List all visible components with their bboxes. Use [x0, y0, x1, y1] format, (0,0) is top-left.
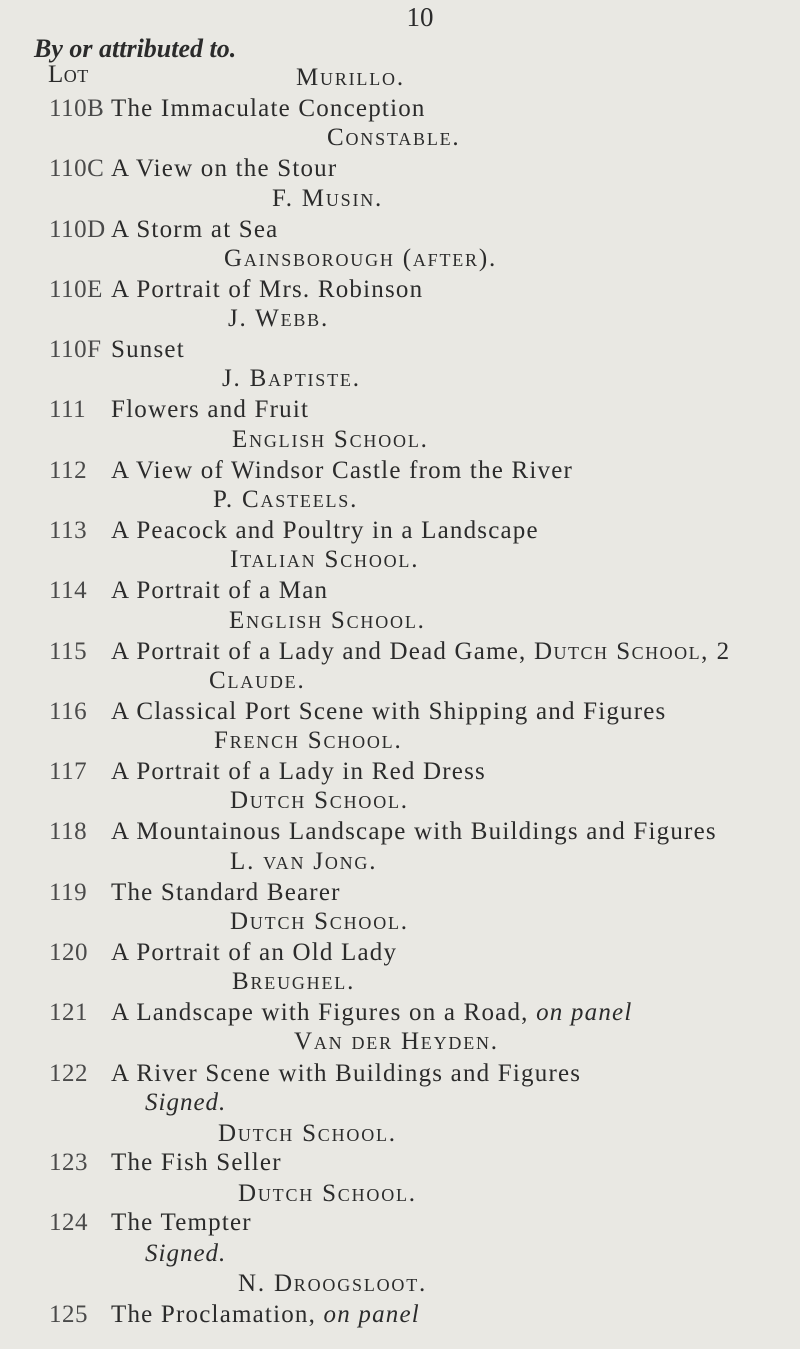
- painting-title-text: A Portrait of Mrs. Robinson: [111, 276, 424, 303]
- painting-title-text: A View of Windsor Castle from the River: [111, 457, 574, 484]
- painting-title: [111, 455, 573, 487]
- lot-number: 124: [49, 1209, 88, 1236]
- catalogue-row: [0, 62, 800, 94]
- catalogue-row: [0, 1238, 800, 1270]
- lot-number: 125: [49, 1301, 88, 1328]
- artist-name: Gainsborough (after).: [224, 245, 498, 272]
- lot-number: 110D: [49, 216, 106, 243]
- catalogue-row: [0, 785, 800, 817]
- catalogue-row: [0, 122, 800, 154]
- artist-name: Dutch School.: [230, 787, 409, 814]
- painting-title: [111, 696, 667, 728]
- lot-number: 116: [49, 698, 88, 725]
- catalogue-row: [0, 636, 800, 668]
- lot-number: 119: [49, 879, 88, 906]
- painting-title: [111, 153, 337, 185]
- artist-name: Constable.: [327, 124, 461, 151]
- painting-title: [111, 937, 397, 969]
- lot-number: 110E: [49, 276, 103, 303]
- catalogue-row: [0, 696, 800, 728]
- catalogue-row: [0, 575, 800, 607]
- painting-title: [111, 274, 423, 306]
- catalogue-row: [0, 455, 800, 487]
- catalogue-row: [0, 484, 800, 516]
- lot-number: 111: [49, 396, 87, 423]
- catalogue-row: [0, 605, 800, 637]
- lot-number: 117: [49, 758, 88, 785]
- lot-number: 112: [49, 457, 88, 484]
- painting-title-text: A Portrait of a Man: [111, 577, 329, 604]
- painting-title-text: Flowers and Fruit: [111, 396, 310, 423]
- artist-name: Van der Heyden.: [294, 1028, 499, 1055]
- lot-number: 115: [49, 638, 88, 665]
- page-number: 10: [406, 2, 434, 32]
- painting-title: [111, 1207, 252, 1239]
- catalogue-row: [0, 214, 800, 246]
- catalogue-row: [0, 274, 800, 306]
- painting-title-text: A Portrait of a Lady in Red Dress: [111, 758, 486, 785]
- catalogue-row: [0, 877, 800, 909]
- catalogue-row: [0, 424, 800, 456]
- painting-title-text: A Portrait of a Lady and Dead Game,: [111, 638, 527, 665]
- painting-title: [111, 877, 341, 909]
- lot-number: 121: [49, 999, 88, 1026]
- artist-name: Breughel.: [232, 968, 356, 995]
- lot-number: 114: [49, 577, 88, 604]
- signed-note: Signed.: [145, 1240, 227, 1267]
- painting-title: [111, 636, 731, 668]
- catalogue-row: [0, 846, 800, 878]
- catalogue-row: [0, 966, 800, 998]
- catalogue-row: [0, 1147, 800, 1179]
- catalogue-row: [0, 1087, 800, 1119]
- artist-name: F. Musin.: [272, 185, 384, 212]
- catalogue-row: [0, 243, 800, 275]
- catalogue-row: [0, 1268, 800, 1300]
- catalogue-row: [0, 303, 800, 335]
- catalogue-row: [0, 937, 800, 969]
- painting-title-text: The Standard Bearer: [111, 879, 341, 906]
- painting-title: [111, 214, 278, 246]
- catalogue-row: [0, 1058, 800, 1090]
- painting-title: [111, 515, 539, 547]
- artist-name: Claude.: [209, 667, 306, 694]
- artist-name: J. Baptiste.: [222, 365, 361, 392]
- painting-title-suffix: Dutch School, 2: [533, 638, 731, 665]
- painting-title-text: A Storm at Sea: [111, 216, 279, 243]
- catalogue-row: [0, 906, 800, 938]
- painting-title-text: The Immaculate Conception: [111, 95, 426, 122]
- painting-title-text: A Portrait of an Old Lady: [111, 939, 398, 966]
- artist-name: English School.: [229, 607, 426, 634]
- painting-title-text: Sunset: [111, 336, 185, 363]
- painting-title: [111, 1299, 420, 1331]
- section-heading: By or attributed to.: [34, 34, 237, 63]
- catalogue-row: [0, 1207, 800, 1239]
- catalogue-row: [0, 394, 800, 426]
- catalogue-row: [0, 363, 800, 395]
- catalogue-row: [0, 183, 800, 215]
- painting-title-text: A Classical Port Scene with Shipping and Figures: [111, 698, 667, 725]
- painting-title-text: The Proclamation,: [111, 1301, 317, 1328]
- artist-name: Murillo.: [296, 64, 405, 91]
- catalogue-row: [0, 665, 800, 697]
- catalogue-row: [0, 153, 800, 185]
- catalogue-row: [0, 1299, 800, 1331]
- catalogue-row: [0, 544, 800, 576]
- lot-number: 110F: [49, 336, 102, 363]
- catalogue-row: [0, 725, 800, 757]
- signed-note: Signed.: [145, 1089, 227, 1116]
- artist-name: P. Casteels.: [213, 486, 359, 513]
- painting-title-text: The Tempter: [111, 1209, 252, 1236]
- artist-name: J. Webb.: [228, 305, 330, 332]
- painting-title: [111, 1147, 282, 1179]
- catalogue-row: [0, 1118, 800, 1150]
- artist-name: N. Droogsloot.: [238, 1270, 428, 1297]
- lot-number: 123: [49, 1149, 88, 1176]
- painting-title-text: A River Scene with Buildings and Figures: [111, 1060, 582, 1087]
- painting-title: [111, 756, 486, 788]
- catalogue-row: [0, 515, 800, 547]
- painting-title-suffix: on panel: [536, 999, 633, 1026]
- lot-number: 122: [49, 1060, 88, 1087]
- painting-title: [111, 816, 717, 848]
- catalogue-row: [0, 1026, 800, 1058]
- painting-title-text: The Fish Seller: [111, 1149, 282, 1176]
- lot-number: 113: [49, 517, 88, 544]
- painting-title: [111, 1058, 581, 1090]
- catalogue-row: [0, 997, 800, 1029]
- lot-number: 120: [49, 939, 88, 966]
- catalogue-row: [0, 334, 800, 366]
- catalogue-row: [0, 1178, 800, 1210]
- lot-number: 110C: [49, 155, 105, 182]
- painting-title: [111, 997, 632, 1029]
- painting-title-text: A Mountainous Landscape with Buildings and Figures: [111, 818, 717, 845]
- artist-name: Dutch School.: [230, 908, 409, 935]
- artist-name: Dutch School.: [218, 1120, 397, 1147]
- catalogue-row: [0, 756, 800, 788]
- painting-title-text: A View on the Stour: [111, 155, 338, 182]
- painting-title: [111, 575, 328, 607]
- catalogue-row: [0, 816, 800, 848]
- artist-name: Dutch School.: [238, 1180, 417, 1207]
- artist-name: Italian School.: [230, 546, 420, 573]
- painting-title-text: A Landscape with Figures on a Road,: [111, 999, 529, 1026]
- painting-title-text: A Peacock and Poultry in a Landscape: [111, 517, 539, 544]
- lot-number: 118: [49, 818, 88, 845]
- lot-column-label: Lot: [48, 61, 89, 88]
- lot-number: 110B: [49, 95, 105, 122]
- artist-name: L. van Jong.: [230, 848, 378, 875]
- painting-title: [111, 334, 185, 366]
- painting-title-suffix: on panel: [323, 1301, 420, 1328]
- painting-title: [111, 394, 309, 426]
- artist-name: French School.: [214, 727, 403, 754]
- artist-name: English School.: [232, 426, 429, 453]
- catalogue-row: [0, 93, 800, 125]
- painting-title: [111, 93, 426, 125]
